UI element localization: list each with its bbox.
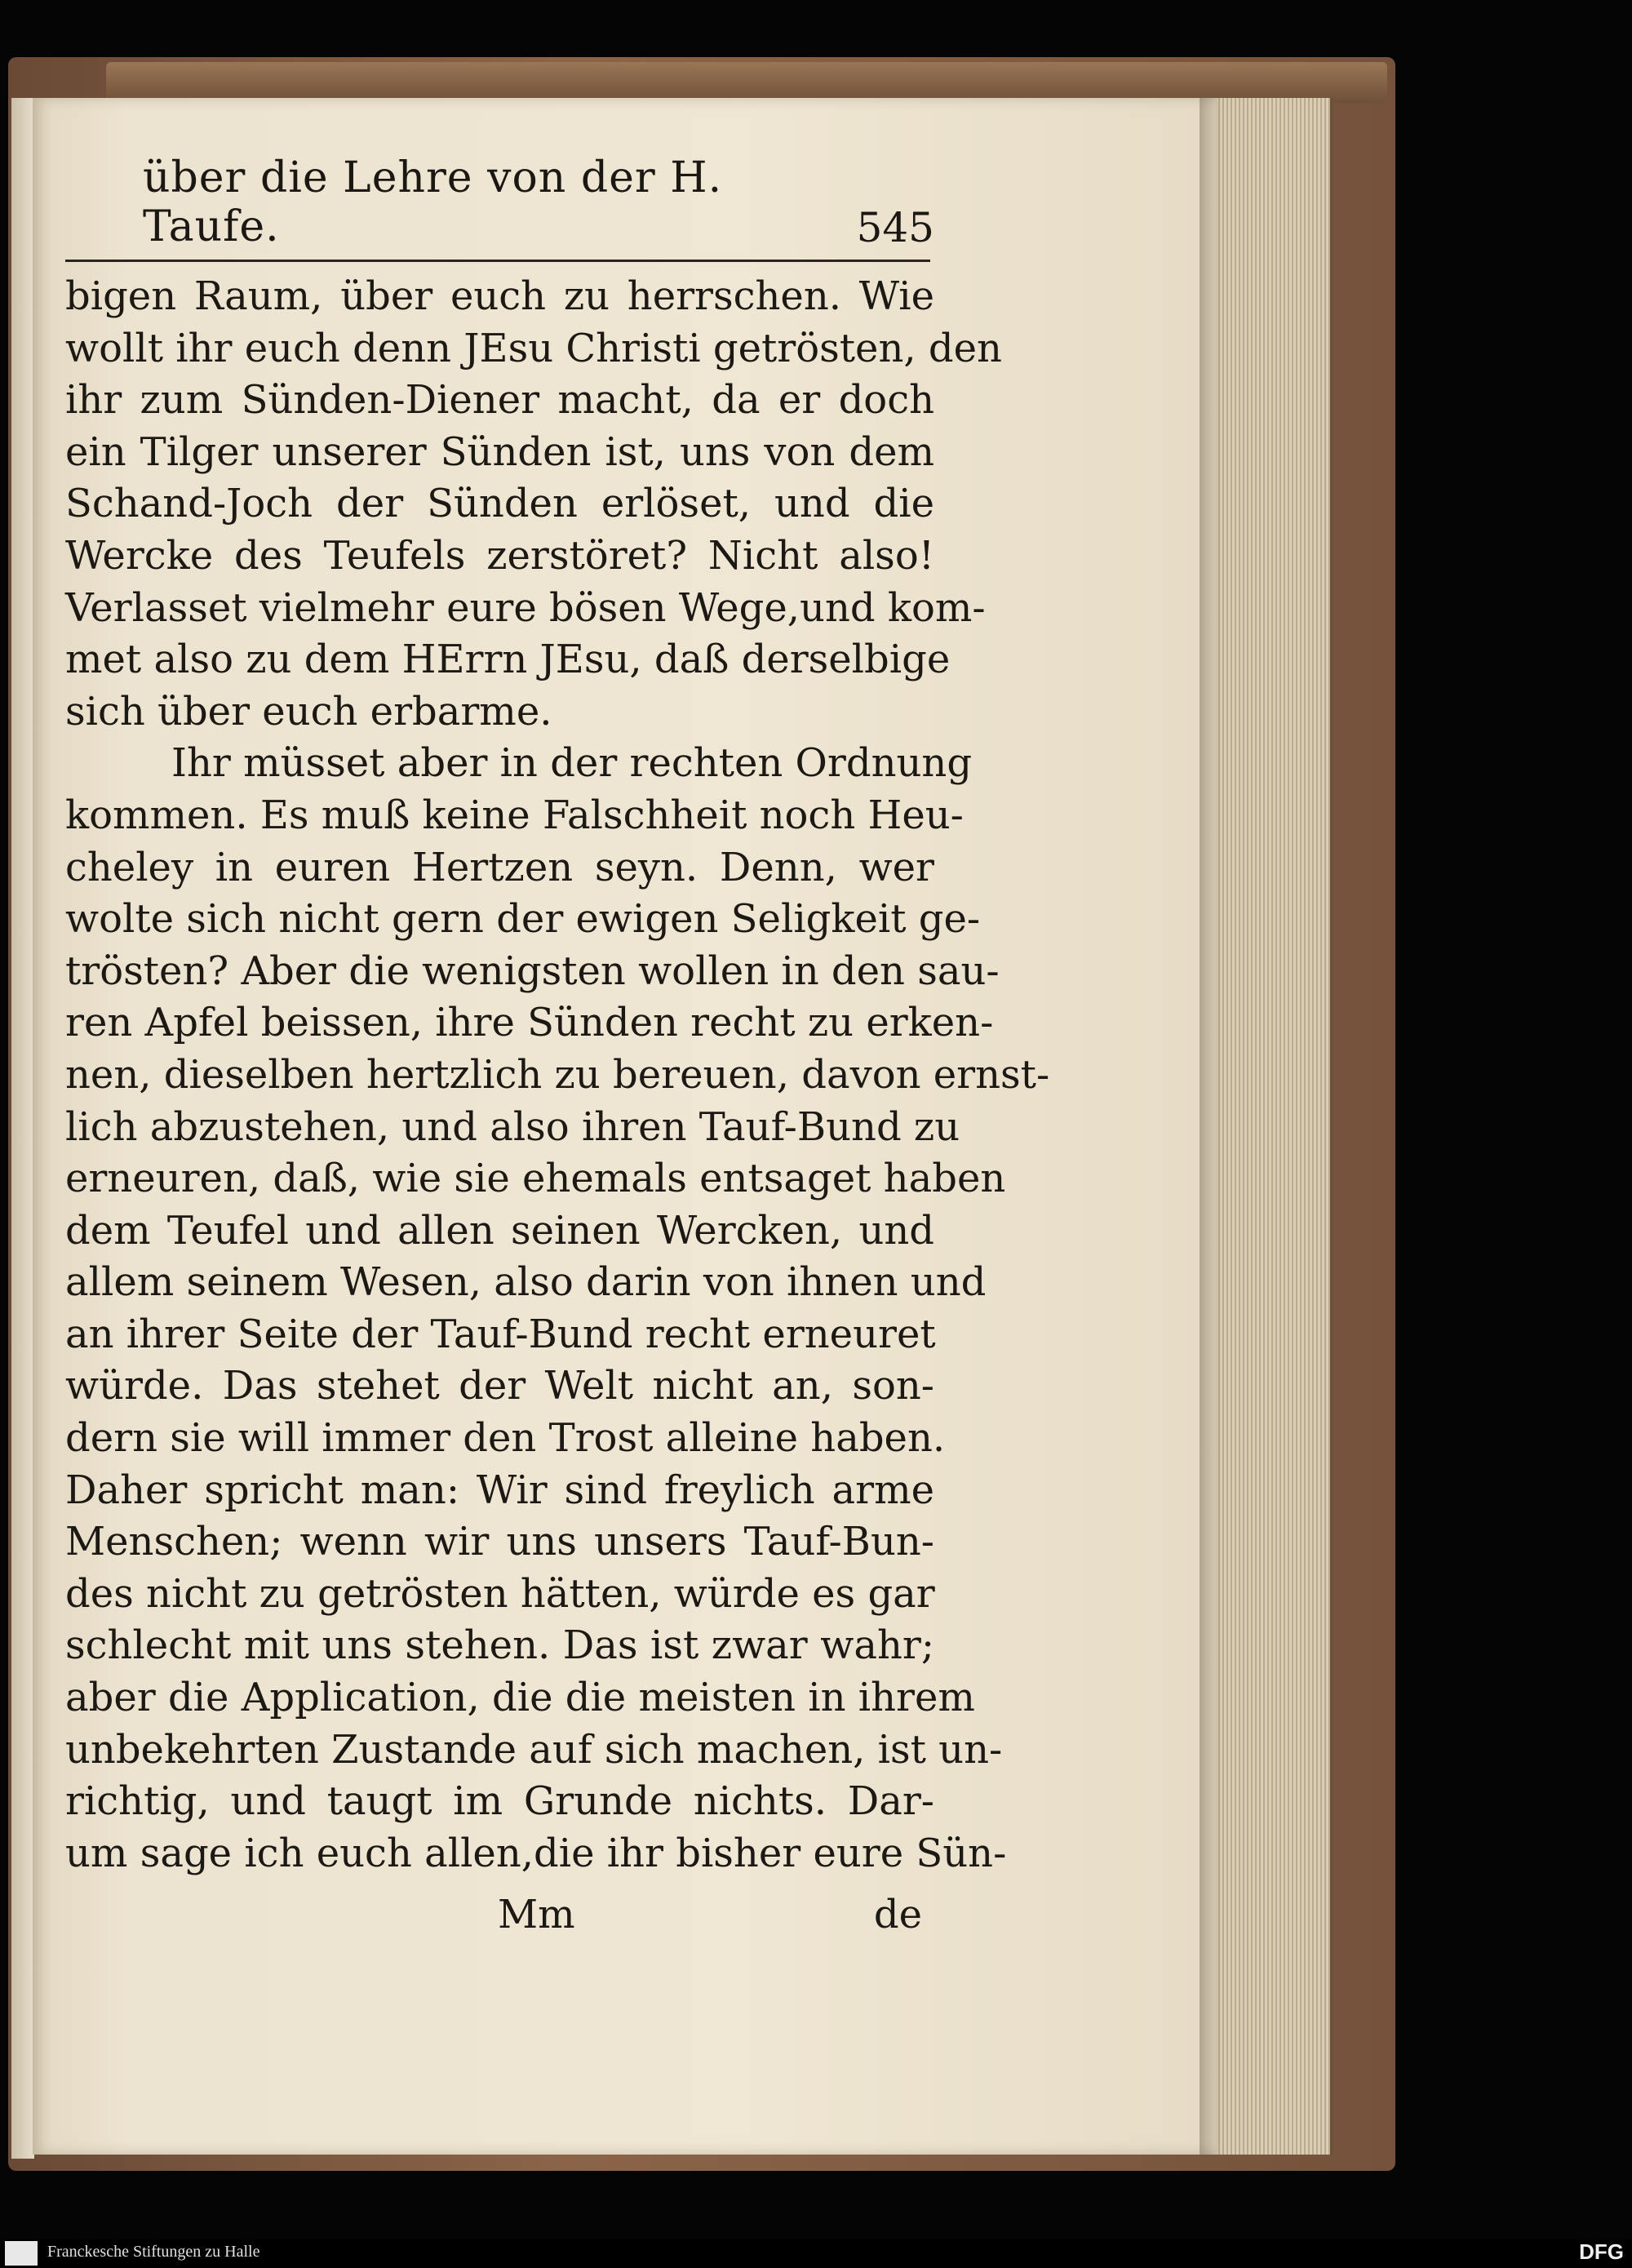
text-line: lich abzustehen, und also ihren Tauf-Bund zu: [65, 1103, 960, 1150]
text-line: Wercke des Teufels zerstöret? Nicht also!: [65, 532, 934, 579]
signature-mark: Mm: [498, 1892, 575, 1937]
text-line: wolte sich nicht gern der ewigen Seligkeit ge-: [65, 896, 981, 943]
header-rule: [65, 260, 930, 262]
text-line: cheley in euren Hertzen seyn. Denn, wer: [65, 844, 934, 890]
text-line: aber die Application, die die meisten in ihrem: [65, 1675, 975, 1721]
credit-text: Franckesche Stiftungen zu Halle: [47, 2243, 260, 2261]
page-number: 545: [856, 204, 934, 251]
dfg-logo: DFG: [1579, 2239, 1624, 2264]
institution-logo-icon: [5, 2241, 38, 2266]
text-line: kommen. Es muß keine Falschheit noch Heu-: [65, 792, 964, 838]
text-line: Daher spricht man: Wir sind freylich arme: [65, 1467, 934, 1513]
text-line: richtig, und taugt im Grunde nichts. Dar-: [65, 1778, 934, 1825]
text-line: schlecht mit uns stehen. Das ist zwar wahr;: [65, 1622, 934, 1669]
catchword: de: [873, 1892, 922, 1937]
text-line: Menschen; wenn wir uns unsers Tauf-Bun-: [65, 1519, 934, 1565]
text-line: sich über euch erbarme.: [65, 688, 552, 735]
text-line: ein Tilger unserer Sünden ist, uns von dem: [65, 428, 934, 475]
text-line: ihr zum Sünden-Diener macht, da er doch: [65, 377, 934, 424]
text-line: würde. Das stehet der Welt nicht an, son-: [65, 1363, 934, 1409]
text-line: trösten? Aber die wenigsten wollen in den sau-: [65, 948, 1000, 994]
text-line: wollt ihr euch denn JEsu Christi getrösten, den: [65, 325, 1002, 371]
page-header: [143, 153, 934, 251]
text-line: nen, dieselben hertzlich zu bereuen, davon ernst-: [65, 1051, 1050, 1098]
cover-top-edge: [106, 62, 1387, 103]
text-line: Schand-Joch der Sünden erlöset, und die: [65, 481, 934, 527]
text-line: allem seinem Wesen, also darin von ihnen und: [65, 1259, 987, 1306]
body-text: [65, 271, 1050, 1880]
text-line-paragraph-start: Ihr müsset aber in der rechten Ordnung: [171, 740, 973, 787]
text-line: ren Apfel beissen, ihre Sünden recht zu erken-: [65, 1000, 994, 1046]
text-line: Verlasset vielmehr eure bösen Wege,und kom-: [65, 584, 986, 631]
text-line: dern sie will immer den Trost alleine haben.: [65, 1415, 946, 1462]
previous-page-edge: [11, 98, 34, 2159]
text-line: um sage ich euch allen,die ihr bisher eure Sün-: [65, 1830, 1007, 1876]
text-line: unbekehrten Zustande auf sich machen, ist un-: [65, 1726, 1003, 1773]
text-line: bigen Raum, über euch zu herrschen. Wie: [65, 273, 934, 319]
running-head: über die Lehre von der H. Taufe.: [143, 153, 723, 251]
page-stack-edge: [1208, 98, 1333, 2155]
gutter-shadow: [1200, 98, 1222, 2155]
page-footer: [65, 1892, 930, 1941]
text-line: dem Teufel und allen seinen Wercken, und: [65, 1207, 934, 1254]
text-line: an ihrer Seite der Tauf-Bund recht erneuret: [65, 1311, 936, 1357]
text-line: erneuren, daß, wie sie ehemals entsaget haben: [65, 1156, 1006, 1202]
text-line: des nicht zu getrösten hätten, würde es gar: [65, 1570, 935, 1617]
text-line: met also zu dem HErrn JEsu, daß derselbige: [65, 637, 951, 683]
